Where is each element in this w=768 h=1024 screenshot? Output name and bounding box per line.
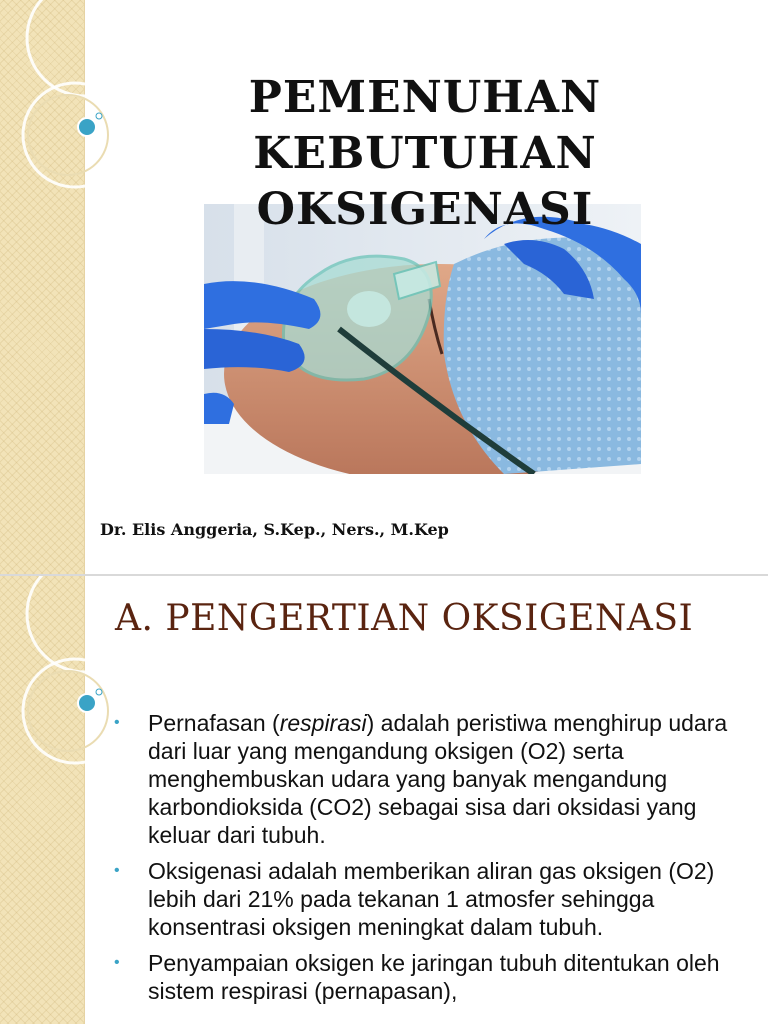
decorative-circles [0, 0, 110, 574]
bullet-text-post: ) adalah peristiwa menghirup udara dari luar yang mengandung oksigen (O2) serta menghembuskan udara yang banyak mengandung karbondioksida (CO2) sebagai sisa dari oksidasi yang keluar dari tubuh. [148, 710, 728, 848]
bullet-list [112, 709, 732, 1013]
bullet-icon: • [114, 954, 120, 971]
bullet-icon: • [114, 862, 120, 879]
section-heading: A. PENGERTIAN OKSIGENASI [115, 598, 694, 639]
list-item [112, 949, 732, 1005]
slide-title-text: PEMENUHAN KEBUTUHAN OKSIGENASI [248, 72, 602, 235]
bullet-text: Penyampaian oksigen ke jaringan tubuh ditentukan oleh sistem respirasi (pernapasan), [148, 950, 720, 1004]
bullet-text: Oksigenasi adalah memberikan aliran gas oksigen (O2) lebih dari 21% pada tekanan 1 atmosfer sehingga konsentrasi oksigen meningkat dalam tubuh. [148, 858, 715, 940]
author-name: Dr. Elis Anggeria, S.Kep., Ners., M.Kep [100, 520, 449, 539]
slide-definition [0, 576, 768, 1024]
decorative-circles [0, 576, 110, 1024]
list-item [112, 709, 732, 849]
bullet-icon: • [114, 714, 120, 731]
patient-with-oxygen-mask-photo [204, 204, 641, 474]
list-item [112, 857, 732, 941]
bullet-text-emphasis: respirasi [279, 710, 367, 736]
bullet-text-pre: Pernafasan ( [148, 710, 280, 736]
